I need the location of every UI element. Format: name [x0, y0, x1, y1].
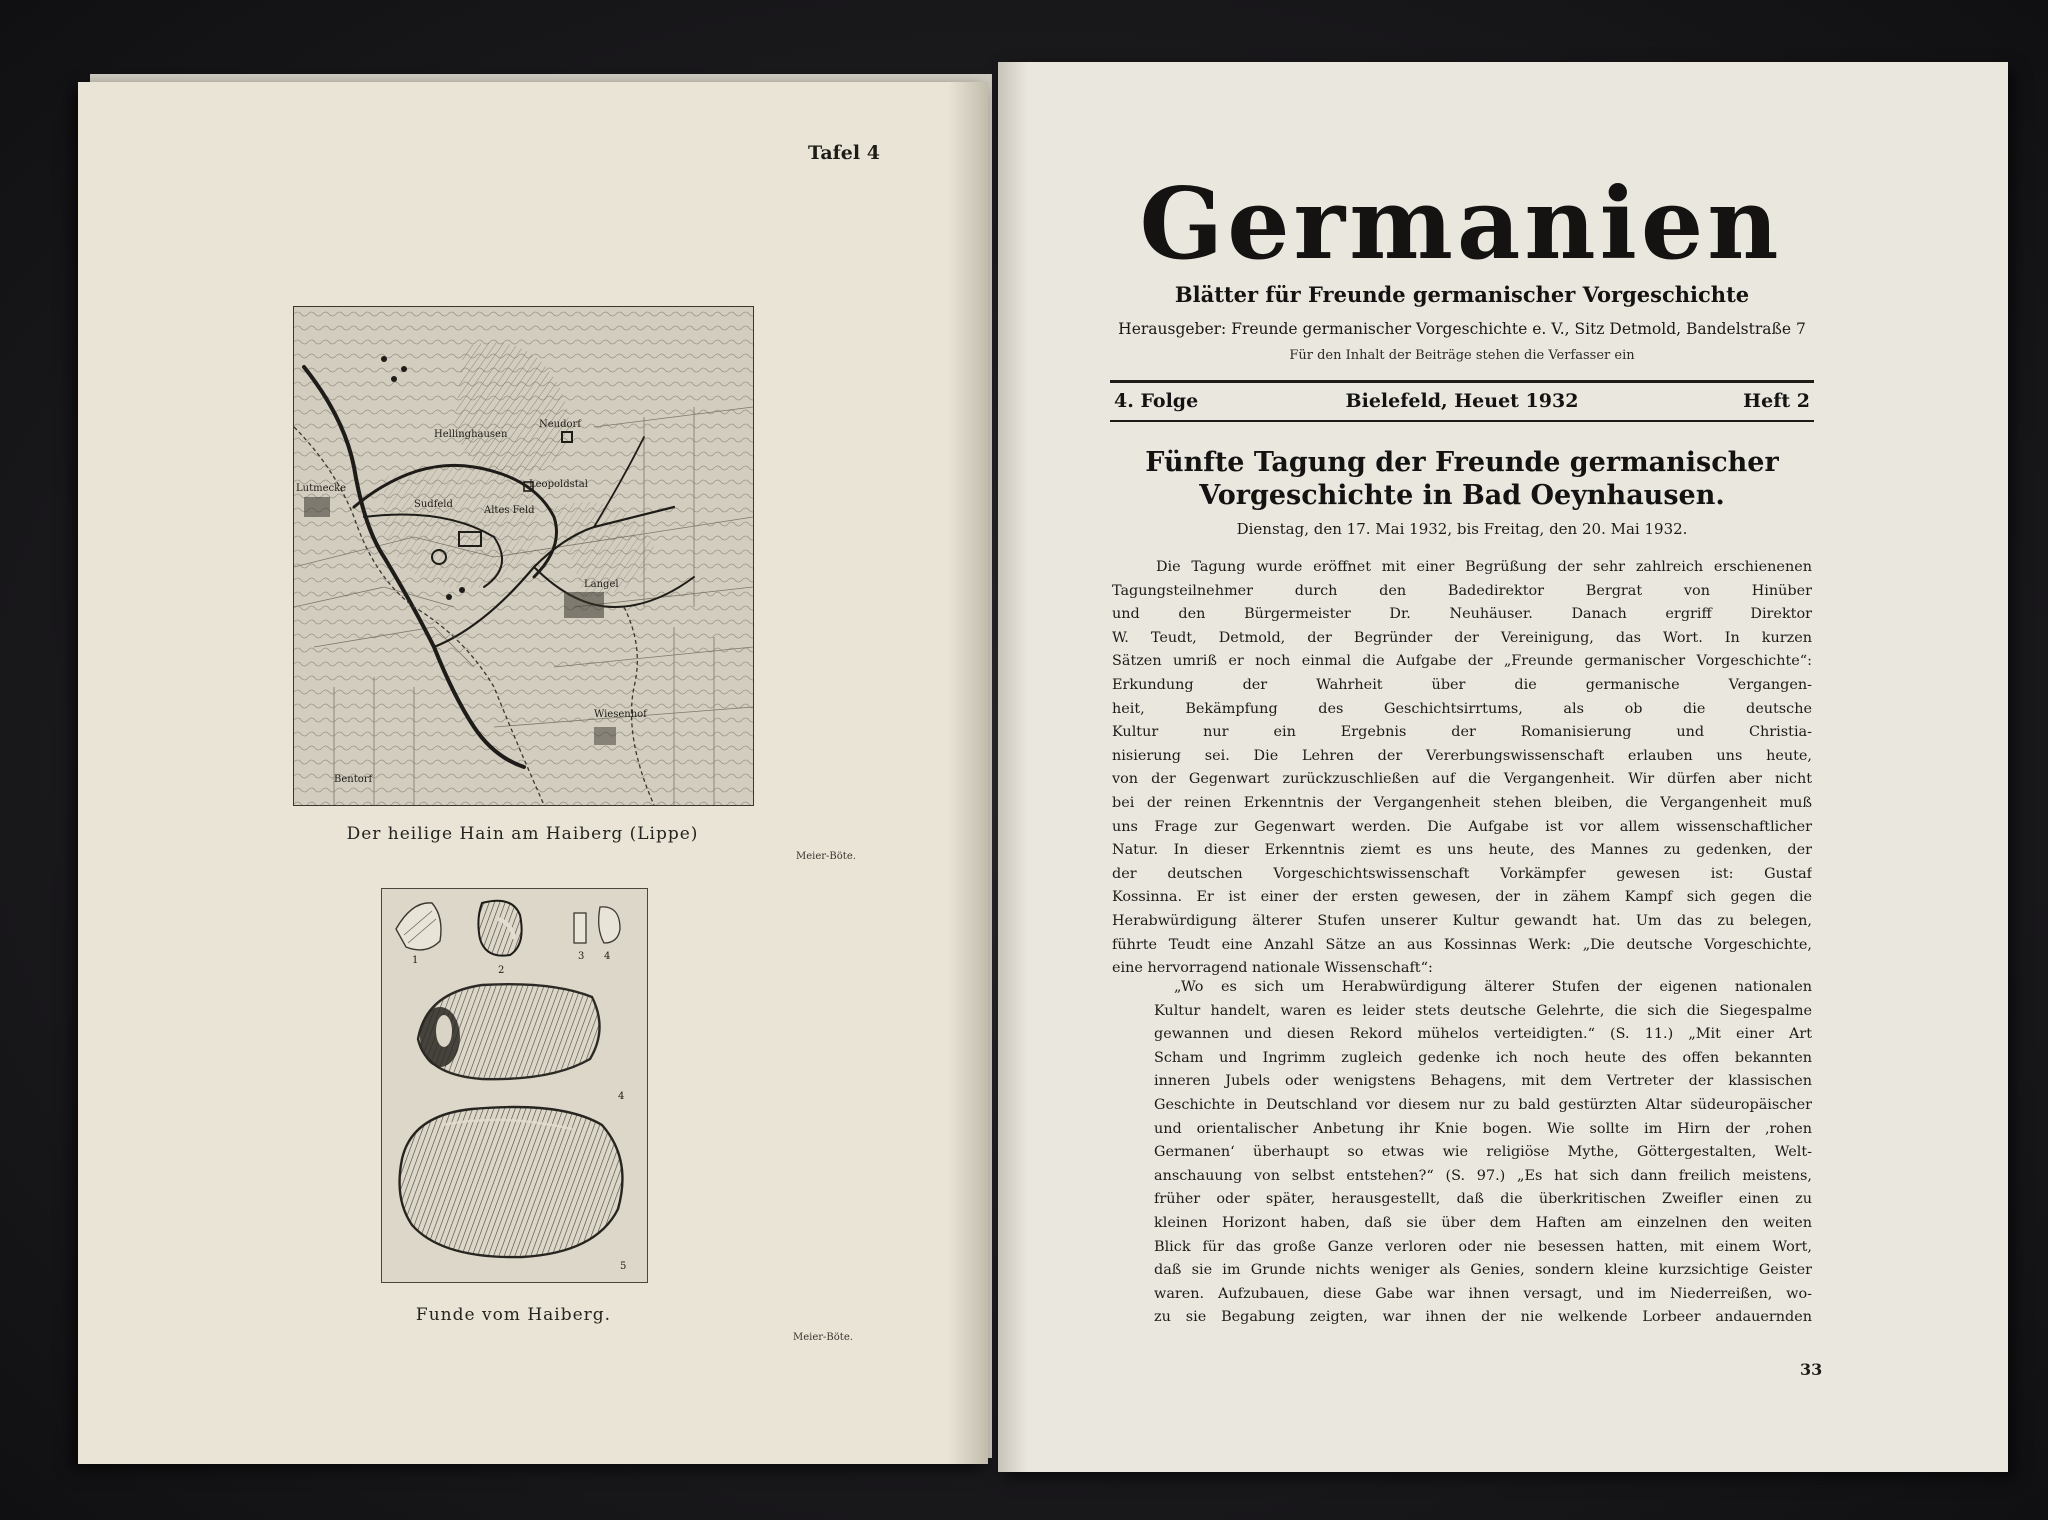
article-dates: Dienstag, den 17. Mai 1932, bis Freitag, den 20. Mai 1932.: [1236, 520, 1688, 538]
body-line: W. Teudt, Detmold, der Begründer der Vereinigung, das Wort. In kurzen: [1112, 629, 1812, 646]
quote-line: waren. Aufzubauen, diese Gabe war ihnen versagt, und im Niederreißen, wo-: [1154, 1285, 1812, 1302]
finds-figure: [381, 888, 648, 1283]
issue-series: 4. Folge: [1114, 390, 1199, 412]
masthead-title: Germanien: [1139, 167, 1783, 282]
map-label-bentorf: Bentorf: [334, 774, 373, 785]
quote-line: Blick für das große Ganze verloren oder nie besessen hatten, mit einem Wort,: [1154, 1238, 1812, 1255]
body-line: von der Gegenwart zurückzuschließen auf die Vergangenheit. Wir dürfen aber nicht: [1112, 771, 1812, 788]
body-line: führte Teudt eine Anzahl Sätze an aus Kossinnas Werk: „Die deutsche Vorgeschichte,: [1112, 936, 1812, 953]
spine-shadow-right: [998, 62, 1028, 1472]
quote-line: Scham und Ingrimm zugleich gedenke ich noch heute des offen bekannten: [1154, 1049, 1812, 1066]
body-line: nisierung sei. Die Lehren der Vererbungswissenschaft erlauben uns heute,: [1112, 747, 1812, 764]
find-number-1: 1: [412, 955, 419, 966]
bottom-rule: [1110, 420, 1814, 422]
plate-label: Tafel 4: [808, 142, 880, 164]
map-caption: Der heilige Hain am Haiberg (Lippe): [346, 824, 699, 844]
body-line: Herabwürdigung älterer Stufen unserer Kultur gewandt hat. Um das zu belegen,: [1112, 912, 1812, 929]
quote-line: zu sie Begabung zeigten, war ihnen der nie welkende Lorbeer andauernden: [1154, 1309, 1812, 1326]
issue-info-row: [1110, 390, 1814, 416]
body-line: Kultur nur ein Ergebnis der Romanisierung und Christia-: [1112, 724, 1812, 741]
finds-caption: Funde vom Haiberg.: [415, 1305, 612, 1325]
issue-number: Heft 2: [1743, 390, 1810, 412]
body-line: Sätzen umriß er noch einmal die Aufgabe der „Freunde germanischer Vorgeschichte“:: [1112, 653, 1812, 670]
map-label-sudfeld: Sudfeld: [414, 499, 453, 510]
finds-illustration: [382, 889, 647, 1282]
body-line: bei der reinen Erkenntnis der Vergangenheit stehen bleiben, die Vergangenheit muß: [1112, 794, 1812, 811]
find-number-5: 5: [620, 1261, 627, 1272]
map-credit: Meier-Böte.: [796, 851, 856, 862]
map-label-langel: Langel: [584, 579, 619, 590]
map-label-hellinghausen: Hellinghausen: [434, 429, 508, 440]
quote-line: früher oder später, herausgestellt, daß die überkritischen Zweifler einen zu: [1154, 1191, 1812, 1208]
body-line: und den Bürgermeister Dr. Neuhäuser. Danach ergriff Direktor: [1112, 606, 1812, 623]
publisher-line: Herausgeber: Freunde germanischer Vorgeschichte e. V., Sitz Detmold, Bandelstraße 7: [1118, 320, 1806, 338]
quote-line: und orientalischer Anbetung ihr Knie bogen. Wie sollte im Hirn der ‚rohen: [1154, 1120, 1812, 1137]
article-title: [1110, 446, 1814, 512]
body-line: uns Frage zur Gegenwart werden. Die Aufgabe ist vor allem wissenschaftlicher: [1112, 818, 1812, 835]
quote-line: daß sie im Grunde nichts weniger als Genies, sondern kleine kurzsichtige Geister: [1154, 1262, 1812, 1279]
map-figure: [293, 306, 754, 806]
quote-line: anschauung von selbst entstehen?“ (S. 97.) „Es hat sich dann freilich meistens,: [1154, 1167, 1812, 1184]
map-label-altes-feld: Altes Feld: [484, 505, 535, 516]
article-title-line-1: Fünfte Tagung der Freunde germanischer: [1145, 447, 1779, 478]
article-body: [1112, 556, 1812, 981]
find-number-4: 4: [618, 1091, 625, 1102]
quote-line: Kultur handelt, waren es leider stets deutsche Gelehrte, die sich die Siegespalme: [1154, 1002, 1812, 1019]
finds-credit: Meier-Böte.: [793, 1332, 853, 1343]
body-line: eine hervorragend nationale Wissenschaft“:: [1112, 960, 1433, 977]
quote-line: gewannen und diesen Rekord mühelos verteidigten.“ (S. 11.) „Mit einer Art: [1154, 1026, 1812, 1043]
disclaimer-line: Für den Inhalt der Beiträge stehen die Verfasser ein: [1289, 348, 1635, 363]
map-label-lutmecke: Lutmecke: [296, 483, 347, 494]
top-rule: [1110, 380, 1814, 383]
body-line: der deutschen Vorgeschichtswissenschaft Vorkämpfer gewesen ist: Gustaf: [1112, 865, 1812, 882]
quote-line: inneren Jubels oder wenigstens Behagens, mit dem Vertreter der klassischen: [1154, 1073, 1812, 1090]
quote-line: „Wo es sich um Herabwürdigung älterer Stufen der eigenen nationalen: [1174, 979, 1812, 995]
find-number-4-small: 4: [604, 951, 611, 962]
map-illustration: [294, 307, 753, 805]
masthead-subtitle: Blätter für Freunde germanischer Vorgeschichte: [1174, 282, 1750, 307]
quote-line: kleinen Horizont haben, daß sie über dem Haften am einzelnen den weiten: [1154, 1214, 1812, 1231]
article-title-line-2: Vorgeschichte in Bad Oeynhausen.: [1199, 480, 1725, 511]
map-label-wiesenhof: Wiesenhof: [594, 709, 647, 720]
find-number-3: 3: [578, 951, 585, 962]
find-number-2: 2: [498, 965, 505, 976]
map-label-neudorf: Neudorf: [539, 419, 582, 430]
quote-line: Germanen‘ überhaupt so etwas wie religiöse Mythe, Göttergestalten, Welt-: [1154, 1144, 1812, 1161]
kossinna-quote: [1154, 976, 1812, 1330]
body-line: heit, Bekämpfung des Geschichtsirrtums, als ob die deutsche: [1112, 700, 1812, 717]
issue-place-date: Bielefeld, Heuet 1932: [1345, 390, 1579, 412]
body-line: Kossinna. Er ist einer der ersten gewesen, der in zähem Kampf sich gegen die: [1112, 889, 1812, 906]
body-line: Die Tagung wurde eröffnet mit einer Begrüßung der sehr zahlreich erschienenen: [1156, 559, 1812, 575]
page-number: 33: [1800, 1360, 1823, 1379]
body-line: Erkundung der Wahrheit über die germanische Vergangen-: [1112, 676, 1812, 693]
map-label-leopoldstal: Leopoldstal: [529, 479, 588, 490]
body-line: Natur. In dieser Erkenntnis ziemt es uns heute, des Mannes zu gedenken, der: [1112, 842, 1812, 859]
spine-shadow: [948, 82, 988, 1464]
quote-line: Geschichte in Deutschland vor diesem nur zu bald gestürzten Altar südeuropäischer: [1154, 1096, 1812, 1113]
body-line: Tagungsteilnehmer durch den Badedirektor Bergrat von Hinüber: [1112, 582, 1812, 599]
